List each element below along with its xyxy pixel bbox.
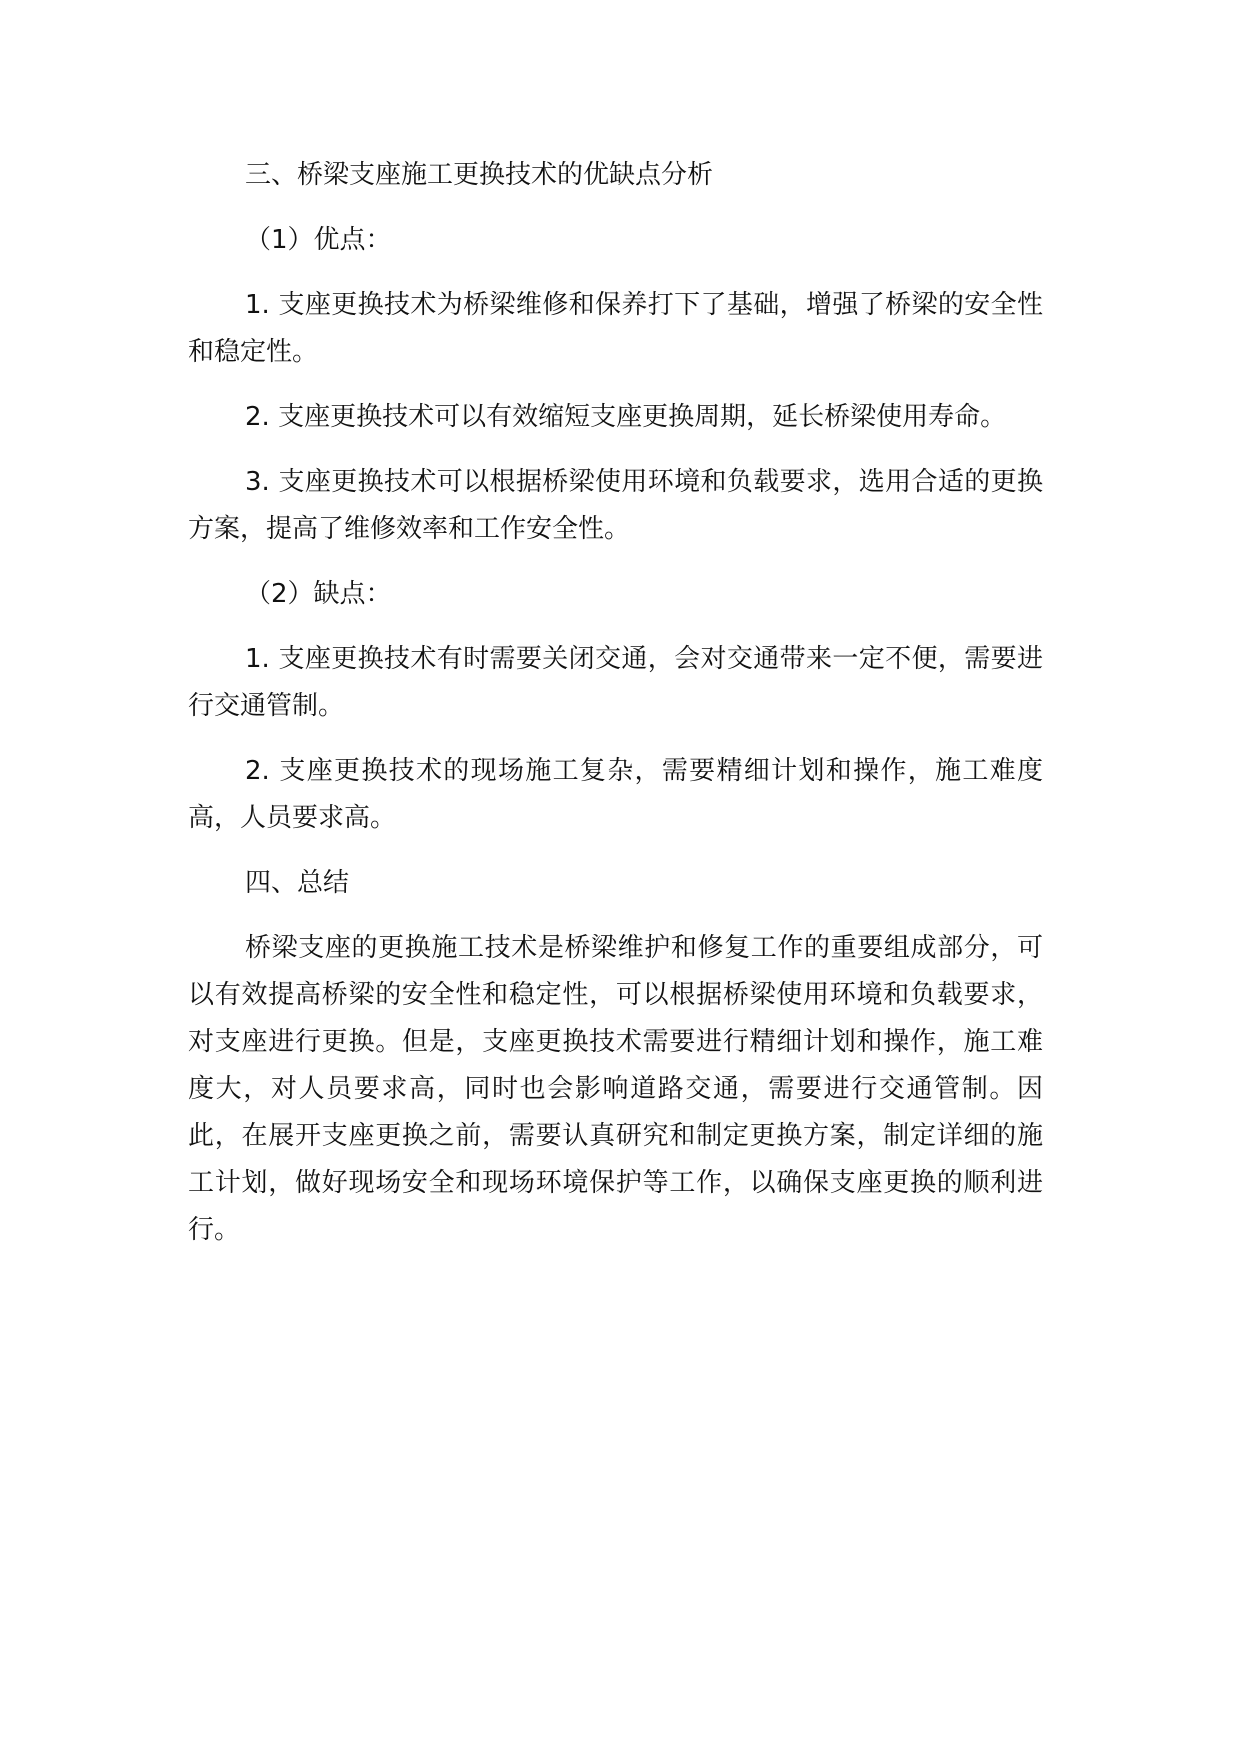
section-heading-advantages-disadvantages: 三、桥梁支座施工更换技术的优缺点分析	[245, 160, 714, 190]
advantage-item-1: 1. 支座更换技术为桥梁维修和保养打下了基础，增强了桥梁的安全性和稳定性。	[188, 290, 1043, 367]
advantage-item-2: 2. 支座更换技术可以有效缩短支座更换周期，延长桥梁使用寿命。	[245, 402, 1007, 432]
section-heading-summary: 四、总结	[245, 868, 350, 898]
summary-paragraph: 桥梁支座的更换施工技术是桥梁维护和修复工作的重要组成部分，可以有效提高桥梁的安全性和稳定性，可以根据桥梁使用环境和负载要求，对支座进行更换。但是，支座更换技术需要进行精细计划和操作，施工难度大，对人员要求高，同时也会影响道路交通，需要进行交通管制。因此，在展开支座更换之前，需要认真研究和制定更换方案，制定详细的施工计划，做好现场安全和现场环境保护等工作，以确保支座更换的顺利进行。	[188, 933, 1043, 1245]
disadvantage-item-1: 1. 支座更换技术有时需要关闭交通，会对交通带来一定不便，需要进行交通管制。	[188, 644, 1043, 721]
advantage-item-3: 3. 支座更换技术可以根据桥梁使用环境和负载要求，选用合适的更换方案，提高了维修效率和工作安全性。	[188, 467, 1043, 544]
document-body	[188, 152, 1043, 1272]
subheading-disadvantages: （2）缺点：	[245, 579, 392, 609]
subheading-advantages: （1）优点：	[245, 225, 392, 255]
disadvantage-item-2: 2. 支座更换技术的现场施工复杂，需要精细计划和操作，施工难度高，人员要求高。	[188, 756, 1043, 833]
